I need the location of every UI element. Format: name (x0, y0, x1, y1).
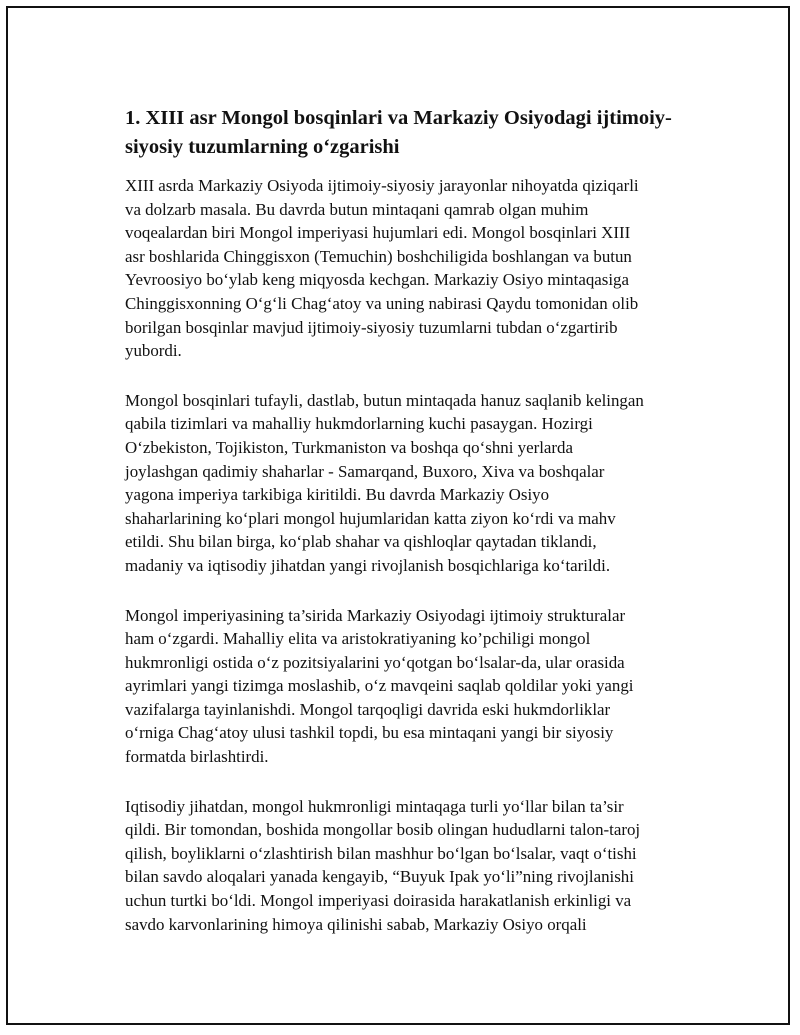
text-line: Chinggisxonning O‘g‘li Chag‘atoy va uning nabirasi Qaydu tomonidan olib (125, 293, 639, 313)
text-line: Iqtisodiy jihatdan, mongol hukmronligi mintaqaga turli yo‘llar bilan ta’sir (125, 796, 624, 816)
text-line: formatda birlashtirdi. (125, 747, 269, 767)
text-line: hukmronligi ostida o‘z pozitsiyalarini yo‘qotgan bo‘lsalar-da, ular orasida (125, 652, 625, 672)
text-line: borilgan bosqinlar mavjud ijtimoiy-siyosiy tuzumlarni tubdan o‘zgartirib (125, 317, 618, 337)
text-line: savdo karvonlarining himoya qilinishi sabab, Markaziy Osiyo orqali (125, 914, 587, 934)
section-heading (125, 104, 705, 162)
heading-line: siyosiy tuzumlarning o‘zgarishi (125, 136, 400, 158)
text-line: asr boshlarida Chinggisxon (Temuchin) boshchiligida boshlangan va butun (125, 246, 632, 266)
text-line: bilan savdo aloqalari yanada kengayib, “Buyuk Ipak yo‘li”ning rivojlanishi (125, 867, 634, 887)
text-line: joylashgan qadimiy shaharlar - Samarqand, Buxoro, Xiva va boshqalar (125, 461, 605, 481)
text-line: qilish, boyliklarni o‘zlashtirish bilan mashhur bo‘lgan bo‘lsalar, vaqt o‘tishi (125, 843, 637, 863)
text-line: qabila tizimlari va mahalliy hukmdorlarning kuchi pasaygan. Hozirgi (125, 414, 593, 434)
text-line: voqealardan biri Mongol imperiyasi hujumlari edi. Mongol bosqinlari XIII (125, 223, 631, 243)
text-line: Mongol imperiyasining ta’sirida Markaziy Osiyodagi ijtimoiy strukturalar (125, 605, 626, 625)
text-line: ham o‘zgardi. Mahalliy elita va aristokratiyaning ko’pchiligi mongol (125, 629, 591, 649)
text-line: Mongol bosqinlari tufayli, dastlab, butun mintaqada hanuz saqlanib kelingan (125, 390, 644, 410)
text-line: o‘rniga Chag‘atoy ulusi tashkil topdi, bu esa mintaqani yangi bir siyosiy (125, 723, 614, 743)
paragraph-4 (125, 795, 705, 937)
text-line: vazifalarga tayinlanishdi. Mongol tarqoqligi davrida eski hukmdorliklar (125, 699, 611, 719)
text-line: va dolzarb masala. Bu davrda butun mintaqani qamrab olgan muhim (125, 199, 589, 219)
text-line: qildi. Bir tomondan, boshida mongollar bosib olingan hududlarni talon-taroj (125, 820, 641, 840)
text-line: yubordi. (125, 341, 182, 361)
text-line: etildi. Shu bilan birga, ko‘plab shahar va qishloqlar qaytadan tiklandi, (125, 532, 597, 552)
text-line: Yevroosiyo bo‘ylab keng miqyosda kechgan. Markaziy Osiyo mintaqasiga (125, 270, 629, 290)
text-line: O‘zbekiston, Tojikiston, Turkmaniston va boshqa qo‘shni yerlarda (125, 437, 573, 457)
heading-line: 1. XIII asr Mongol bosqinlari va Markaziy Osiyodagi ijtimoiy- (125, 107, 672, 129)
paragraph-2 (125, 389, 705, 578)
paragraph-1 (125, 174, 705, 363)
text-line: ayrimlari yangi tizimga moslashib, o‘z mavqeini saqlab qoldilar yoki yangi (125, 676, 634, 696)
text-line: XIII asrda Markaziy Osiyoda ijtimoiy-siyosiy jarayonlar nihoyatda qiziqarli (125, 176, 639, 195)
page-frame (6, 6, 790, 1025)
paragraph-3 (125, 604, 705, 769)
document-body (125, 104, 705, 962)
text-line: uchun turtki bo‘ldi. Mongol imperiyasi doirasida harakatlanish erkinligi va (125, 891, 632, 911)
text-line: madaniy va iqtisodiy jihatdan yangi rivojlanish bosqichlariga ko‘tarildi. (125, 555, 611, 575)
text-line: yagona imperiya tarkibiga kiritildi. Bu davrda Markaziy Osiyo (125, 485, 550, 505)
text-line: shaharlarining ko‘plari mongol hujumlaridan katta ziyon ko‘rdi va mahv (125, 508, 616, 528)
